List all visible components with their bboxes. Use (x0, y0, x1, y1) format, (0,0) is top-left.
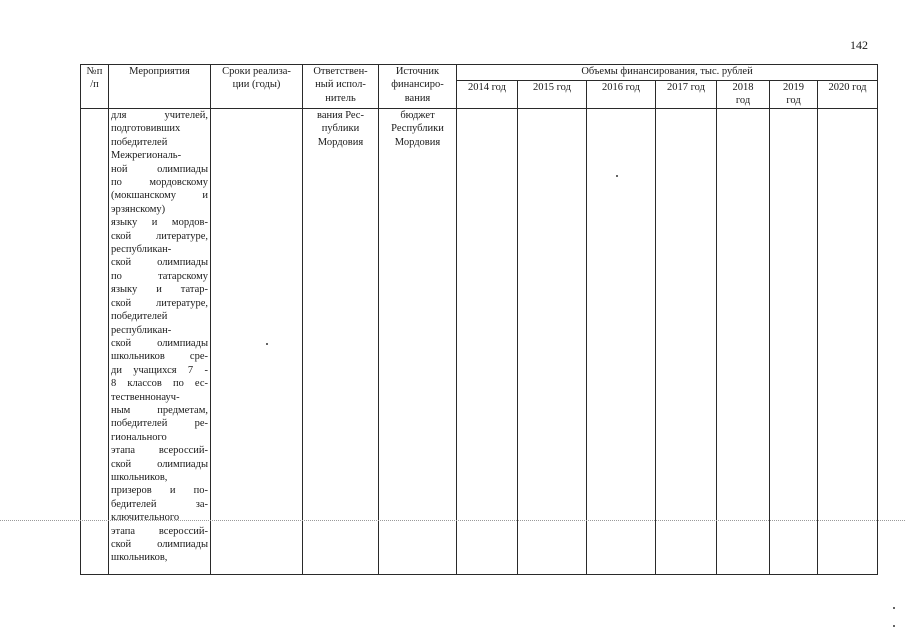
header-activity (109, 65, 211, 109)
header-volumes: Объемы финансирования, тыс. рублей (457, 65, 878, 81)
activity-line: этапа всероссий- (111, 445, 208, 457)
scan-speck (893, 625, 895, 627)
activity-line: ской олимпиады (111, 257, 208, 269)
source-line: Мордовия (394, 136, 441, 148)
activity-line: ской олимпиады (111, 458, 208, 470)
header-year-2015 (518, 81, 587, 109)
source-line: Республики (391, 123, 444, 135)
activity-line: ской литературе, (111, 230, 208, 242)
header-year-label: 2020 год (828, 82, 867, 93)
header-year-label: 2015 год (533, 82, 571, 93)
activity-line: ной олимпиады (111, 163, 208, 175)
cell-2014 (457, 109, 518, 575)
cell-2019 (770, 109, 818, 575)
source-line: бюджет (400, 110, 435, 121)
cell-responsible (303, 109, 379, 575)
cell-2015 (518, 109, 587, 575)
header-num-line-1: №п (86, 66, 103, 77)
header-source (379, 65, 457, 109)
activity-line: призеров и по- (111, 485, 208, 497)
activity-line: ской олимпиады (111, 539, 208, 550)
activity-line: победителей ре- (111, 418, 208, 430)
scan-speck (266, 343, 268, 345)
header-activity-label: Мероприятия (129, 66, 190, 77)
activity-line: победителей (111, 136, 168, 148)
activity-line: ключительного (111, 512, 180, 524)
activity-line: республикан- (111, 324, 172, 336)
cell-source (379, 109, 457, 575)
activity-line: республикан- (111, 244, 172, 256)
header-year-label: 2016 год (602, 82, 640, 93)
header-source-line-3: вания (404, 92, 431, 104)
header-year-label: 2019 (783, 82, 804, 93)
header-year-suffix: год (786, 95, 801, 107)
financing-table (80, 64, 878, 575)
scan-speck (616, 175, 618, 177)
scan-speck (893, 607, 895, 609)
header-num-line-2: /п (90, 79, 99, 91)
page-number: 142 (850, 38, 868, 52)
activity-line: по мордовскому (111, 177, 208, 189)
activity-line: (мокшанскому и (111, 190, 208, 202)
activity-line: школьников сре- (111, 351, 208, 363)
header-source-line-2: финансиро- (391, 79, 444, 91)
activity-line: языку и мордов- (111, 217, 208, 229)
cell-2016 (587, 109, 656, 575)
scan-noise-line (0, 520, 905, 521)
activity-line: 8 классов по ес- (111, 378, 208, 390)
cell-activity (109, 109, 211, 575)
cell-num (81, 109, 109, 575)
header-terms-line-2: ции (годы) (232, 79, 281, 91)
activity-line: по татарскому (111, 270, 208, 282)
activity-line: Межрегиональ- (111, 150, 182, 162)
activity-line: ди учащихся 7 - (111, 364, 208, 376)
activity-line: подготовивших (111, 123, 181, 135)
header-year-suffix: год (735, 95, 751, 107)
responsible-line: Мордовия (317, 136, 364, 148)
activity-line: ской олимпиады (111, 337, 208, 349)
activity-line: гионального (111, 431, 167, 443)
header-terms-line-1: Сроки реализа- (222, 66, 291, 77)
header-year-2019 (770, 81, 818, 109)
table-row (81, 109, 878, 575)
header-year-2020 (818, 81, 878, 109)
header-responsible-line-3: нитель (325, 92, 356, 104)
header-terms (211, 65, 303, 109)
header-year-label: 2018 (732, 82, 754, 93)
header-source-line-1: Источник (395, 66, 440, 77)
activity-line: победителей (111, 311, 168, 323)
activity-line: тественнонауч- (111, 391, 180, 403)
responsible-line: вания Рес- (317, 110, 364, 121)
header-responsible (303, 65, 379, 109)
header-year-label: 2017 год (667, 82, 705, 93)
activity-line: для учителей, (111, 110, 208, 121)
header-year-2017 (656, 81, 717, 109)
header-year-2014 (457, 81, 518, 109)
activity-line: эрзянскому) (111, 203, 166, 215)
cell-2018 (717, 109, 770, 575)
activity-line: языку и татар- (111, 284, 208, 296)
header-year-2016 (587, 81, 656, 109)
activity-line: этапа всероссий- (111, 525, 208, 537)
activity-line: ской литературе, (111, 297, 208, 309)
activity-line: школьников, (111, 471, 168, 483)
cell-2017 (656, 109, 717, 575)
header-num (81, 65, 109, 109)
cell-terms (211, 109, 303, 575)
header-responsible-line-1: Ответствен- (313, 66, 368, 77)
activity-line: бедителей за- (111, 498, 208, 510)
activity-line: ным предметам, (111, 404, 208, 416)
header-year-2018 (717, 81, 770, 109)
cell-2020 (818, 109, 878, 575)
header-responsible-line-2: ный испол- (315, 79, 366, 91)
activity-line: школьников, (111, 552, 168, 564)
responsible-line: публики (321, 123, 360, 135)
header-year-label: 2014 год (468, 82, 506, 93)
